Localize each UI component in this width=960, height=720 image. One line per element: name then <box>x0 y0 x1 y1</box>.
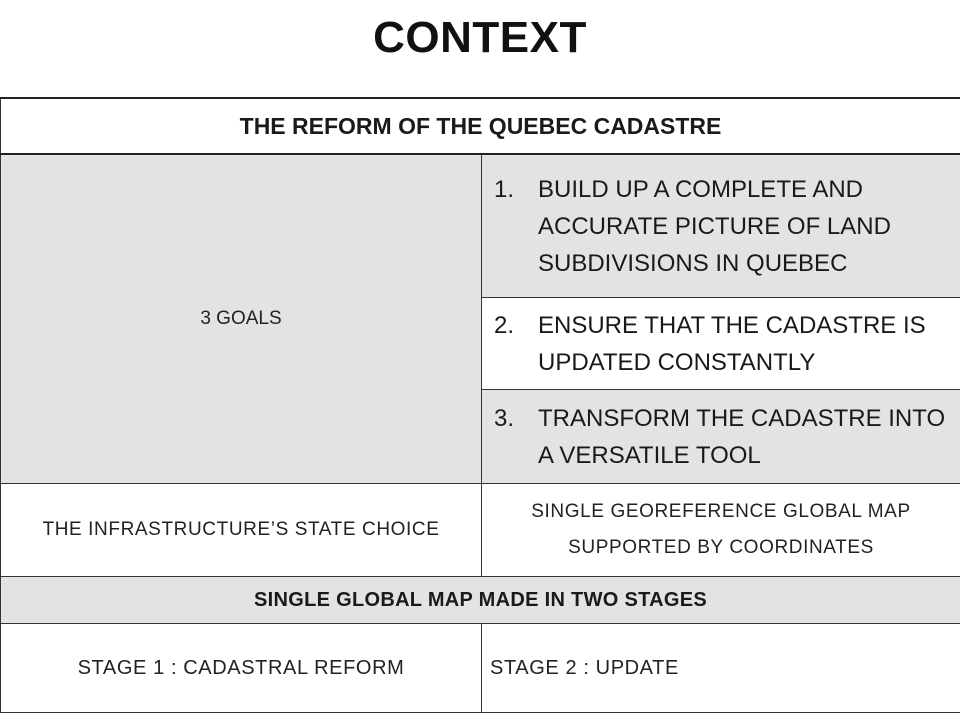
goals-label: 3 GOALS <box>1 154 482 484</box>
goal-text: BUILD UP A COMPLETE AND ACCURATE PICTURE OF LAND SUBDIVISIONS IN QUEBEC <box>538 175 891 277</box>
stage-1-label: STAGE 1 : CADASTRAL REFORM <box>77 656 405 679</box>
slide-title: CONTEXT <box>373 13 587 62</box>
single-map-heading: SINGLE GLOBAL MAP MADE IN TWO STAGES <box>1 577 960 624</box>
stage-1-cell <box>1 624 482 713</box>
table-header-row <box>1 98 960 154</box>
infrastructure-label-cell <box>1 484 482 577</box>
goal-number: 1. <box>494 175 515 203</box>
infrastructure-label: THE INFRASTRUCTURE’S STATE CHOICE <box>42 519 440 540</box>
stage-2-label: STAGE 2 : UPDATE <box>490 656 679 679</box>
infrastructure-value: SINGLE GEOREFERENCE GLOBAL MAP SUPPORTED BY COORDINATES <box>531 501 911 558</box>
goal-item-1 <box>482 154 960 298</box>
single-map-row <box>1 577 960 624</box>
goal-text: ENSURE THAT THE CADASTRE IS UPDATED CONSTANTLY <box>538 311 926 376</box>
goal-text: TRANSFORM THE CADASTRE INTO A VERSATILE TOOL <box>538 404 946 469</box>
goal-item-2 <box>482 298 960 390</box>
goal-number: 2. <box>494 311 515 339</box>
infrastructure-value-cell <box>482 484 960 577</box>
goal-number: 3. <box>494 404 515 432</box>
stage-2-cell <box>482 624 960 713</box>
goal-item-3 <box>482 390 960 484</box>
table-header: THE REFORM OF THE QUEBEC CADASTRE <box>1 98 960 154</box>
goal-row <box>1 154 960 298</box>
stages-row <box>1 624 960 713</box>
context-table <box>0 97 960 713</box>
infrastructure-row <box>1 484 960 577</box>
